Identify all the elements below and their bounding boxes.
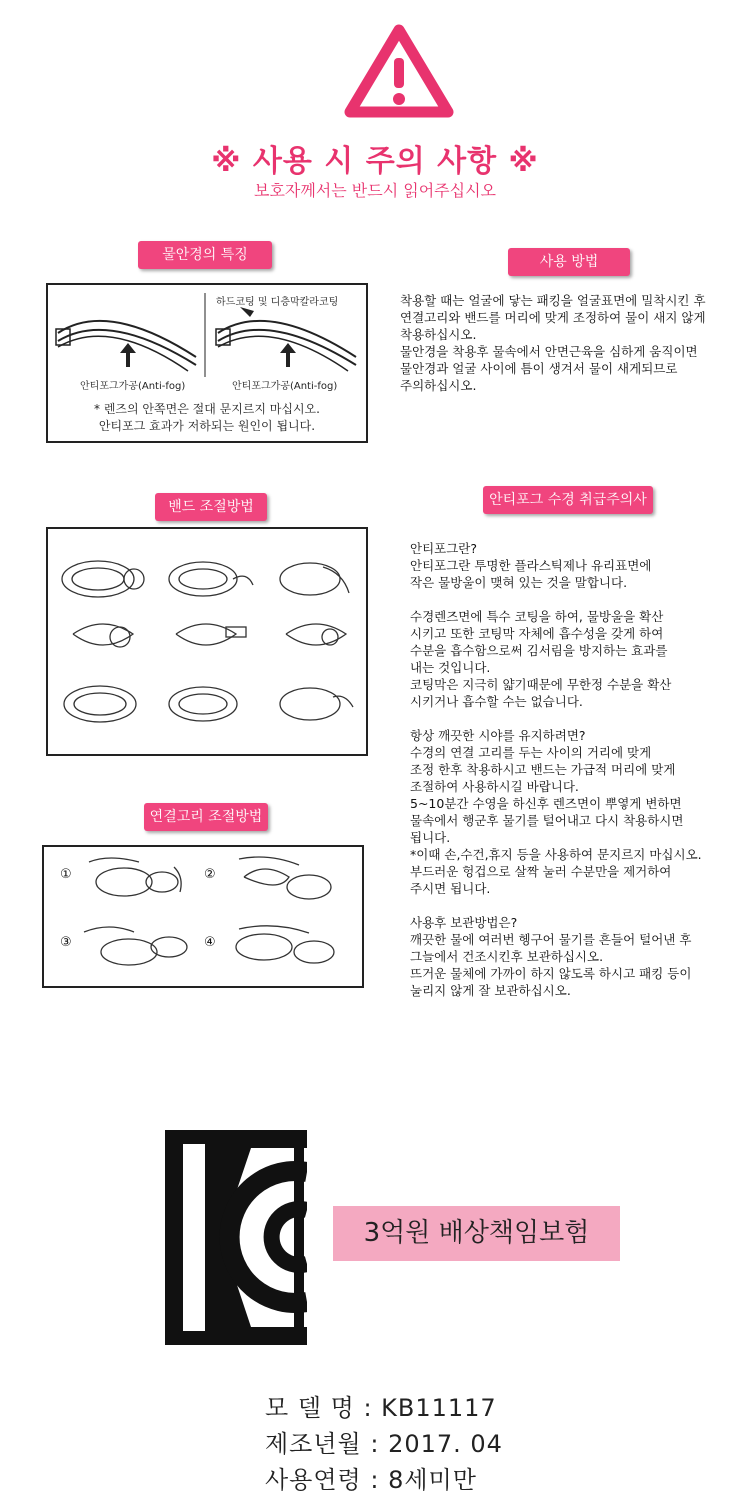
insurance-badge: 3억원 배상책임보험 [333,1206,620,1261]
strap-diagram-box [42,845,364,988]
band-diagram-box [46,527,368,756]
kc-logo-icon [165,1130,307,1345]
page-title: ※ 사용 시 주의 사항 ※ [211,144,539,179]
antifog-care-text: 안티포그란? 안티포그란 투명한 플라스틱제나 유리표면에 작은 물방울이 맺혀 있는 것을 말합니다. 수경렌즈면에 특수 코팅을 하여, 물방울을 확산 시키고 또한 코팅막 자체에 흡수성을 갖게 하여 수분을 흡수함으로써 김서림을 방지하는 효과를 내는 것입니다. 코팅막은 지극히 얇기때문에 무한정 수분을 확산 시키거나 흡수할 수는 없습니다. 항상 깨끗한 시야를 유지하려면? 수경의 연결 고리를 두는 사이의 거리에 맞게 조정 한후 착용하시고 밴드는 가급적 머리에 맞게 조절하여 사용하시길 바랍니다. 5~10분간 수영을 하신후 렌즈면이 뿌옇게 변하면 물속에서 행군후 물기를 털어내고 다시 착용하시면 됩니다. *이때 손,수건,휴지 등을 사용하여 문지르지 마십시오. 부드러운 헝겁으로 살짝 눌러 수분만을 제거하여 주시면 됩니다. 사용후 보관방법은? 깨끗한 물에 여러번 헹구어 물기를 흔들어 털어낸 후 그늘에서 건조시킨후 보관하십시오. 뜨거운 물체에 가까이 하지 않도록 하시고 패킹 등이 눌리지 않게 잘 보관하십시오. [410,541,702,998]
lens-warning-note: * 렌즈의 안쪽면은 절대 문지르지 마십시오. 안티포그 효과가 저하되는 원인이 됩니다. [94,402,320,433]
age-range: 사용연령 : 8세미만 [265,1466,477,1494]
warning-icon [344,22,454,120]
antifog-care-label: 안티포그 수경 취급주의사항 [483,486,653,514]
coating-label: 하드코팅 및 디층막칼라코팅 [216,297,339,308]
manufacture-date: 제조년월 : 2017. 04 [265,1430,503,1458]
model-name: 모 델 명 : KB11117 [265,1394,497,1422]
antifog-left-label: 안티포그가공(Anti-fog) [80,381,186,392]
step-1-marker: ① [60,867,72,882]
band-adjust-diagram [48,529,366,754]
step-3-marker: ③ [60,935,72,950]
usage-text: 착용할 때는 얼굴에 닿는 패킹을 얼굴표면에 밀착시킨 후 연결고리와 밴드를 머리에 맞게 조정하여 물이 새지 않게 착용하십시오. 물안경을 착용후 물속에서 안면근육을 심하게 움직이면 물안경과 얼굴 사이에 틈이 생겨서 물이 새게되므로 주의하십시오. [400,293,706,393]
page-subtitle: 보호자께서는 반드시 읽어주십시오 [253,181,496,200]
strap-label: 연결고리 조절방법 [144,803,268,831]
features-label: 물안경의 특징 [138,241,272,269]
usage-label: 사용 방법 [508,248,630,276]
antifog-right-label: 안티포그가공(Anti-fog) [232,381,338,392]
features-diagram-box [46,283,368,443]
step-2-marker: ② [204,867,216,882]
strap-adjust-diagram [44,847,362,986]
step-4-marker: ④ [204,935,216,950]
band-label: 밴드 조절방법 [155,493,267,521]
